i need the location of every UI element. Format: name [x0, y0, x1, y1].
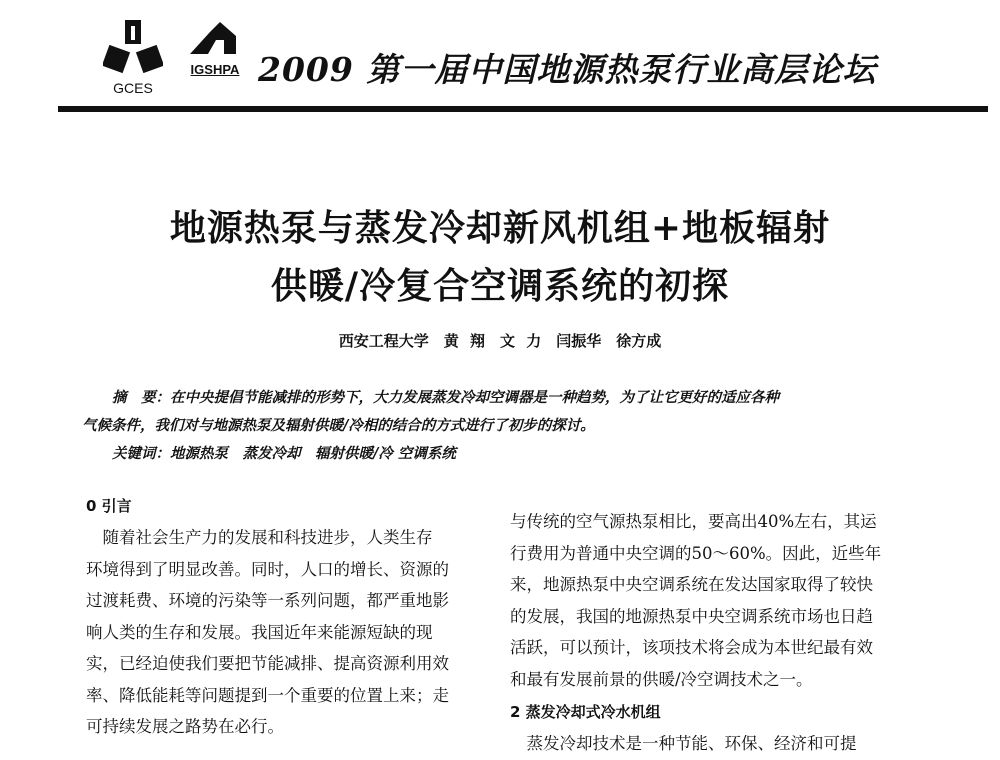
text-line: 可持续发展之路势在必行。	[86, 717, 284, 736]
section-heading: 0 引言	[86, 497, 132, 515]
text-line: 率、降低能耗等问题提到一个重要的位置上来；走	[86, 685, 449, 705]
text-line: 和最有发展前景的供暖/冷空调技术之一。	[510, 669, 813, 689]
right-column	[510, 506, 881, 760]
paper-title-line1: 地源热泵与蒸发冷却新风机组+地板辐射	[169, 207, 831, 249]
text-line: 响人类的生存和发展。我国近年来能源短缺的现	[86, 622, 433, 642]
text-line: 实，已经迫使我们要把节能减排、提高资源利用效	[86, 654, 449, 673]
keywords: 关键词：地源热泵 蒸发冷却 辐射供暖/冷 空调系统	[112, 445, 456, 462]
conference-title: 2009 第一届中国地源热泵行业高层论坛	[258, 50, 877, 89]
text-line: 随着社会生产力的发展和科技进步，人类生存	[86, 528, 433, 547]
authors: 西安工程大学 黄 翔 文 力 闫振华 徐方成	[338, 332, 662, 350]
house-icon	[180, 18, 250, 58]
left-column	[86, 495, 449, 743]
text-line: 环境得到了明显改善。同时，人口的增长、资源的	[86, 559, 449, 579]
text-line: 过渡耗费、环境的污染等一系列问题，都严重地影	[86, 591, 449, 610]
text-line: 行费用为普通中央空调的50～60%。因此，近些年	[510, 543, 882, 563]
text-line: 蒸发冷却技术是一种节能、环保、经济和可提	[510, 734, 857, 753]
gces-logo	[103, 18, 163, 98]
igshpa-logo	[180, 18, 250, 98]
text-line: 的发展，我国的地源热泵中央空调系统市场也日趋	[510, 606, 873, 626]
logo-text: IGSHPA	[190, 62, 240, 77]
gces-emblem-icon	[103, 18, 163, 76]
section-heading: 2 蒸发冷却式冷水机组	[510, 703, 661, 721]
abstract-line: 气候条件，我们对与地源热泵及辐射供暖/冷相的结合的方式进行了初步的探讨。	[82, 417, 595, 434]
logo-text: GCES	[113, 80, 153, 96]
text-line: 与传统的空气源热泵相比，要高出40%左右，其运	[510, 512, 877, 531]
text-line: 来，地源热泵中央空调系统在发达国家取得了较快	[510, 575, 873, 594]
header-rule	[58, 106, 988, 112]
paper-title-line2: 供暖/冷复合空调系统的初探	[270, 265, 730, 307]
abstract-line: 摘 要：在中央提倡节能减排的形势下，大力发展蒸发冷却空调器是一种趋势，为了让它更好的适应各种	[112, 389, 779, 406]
text-line: 活跃，可以预计，该项技术将会成为本世纪最有效	[510, 638, 873, 657]
